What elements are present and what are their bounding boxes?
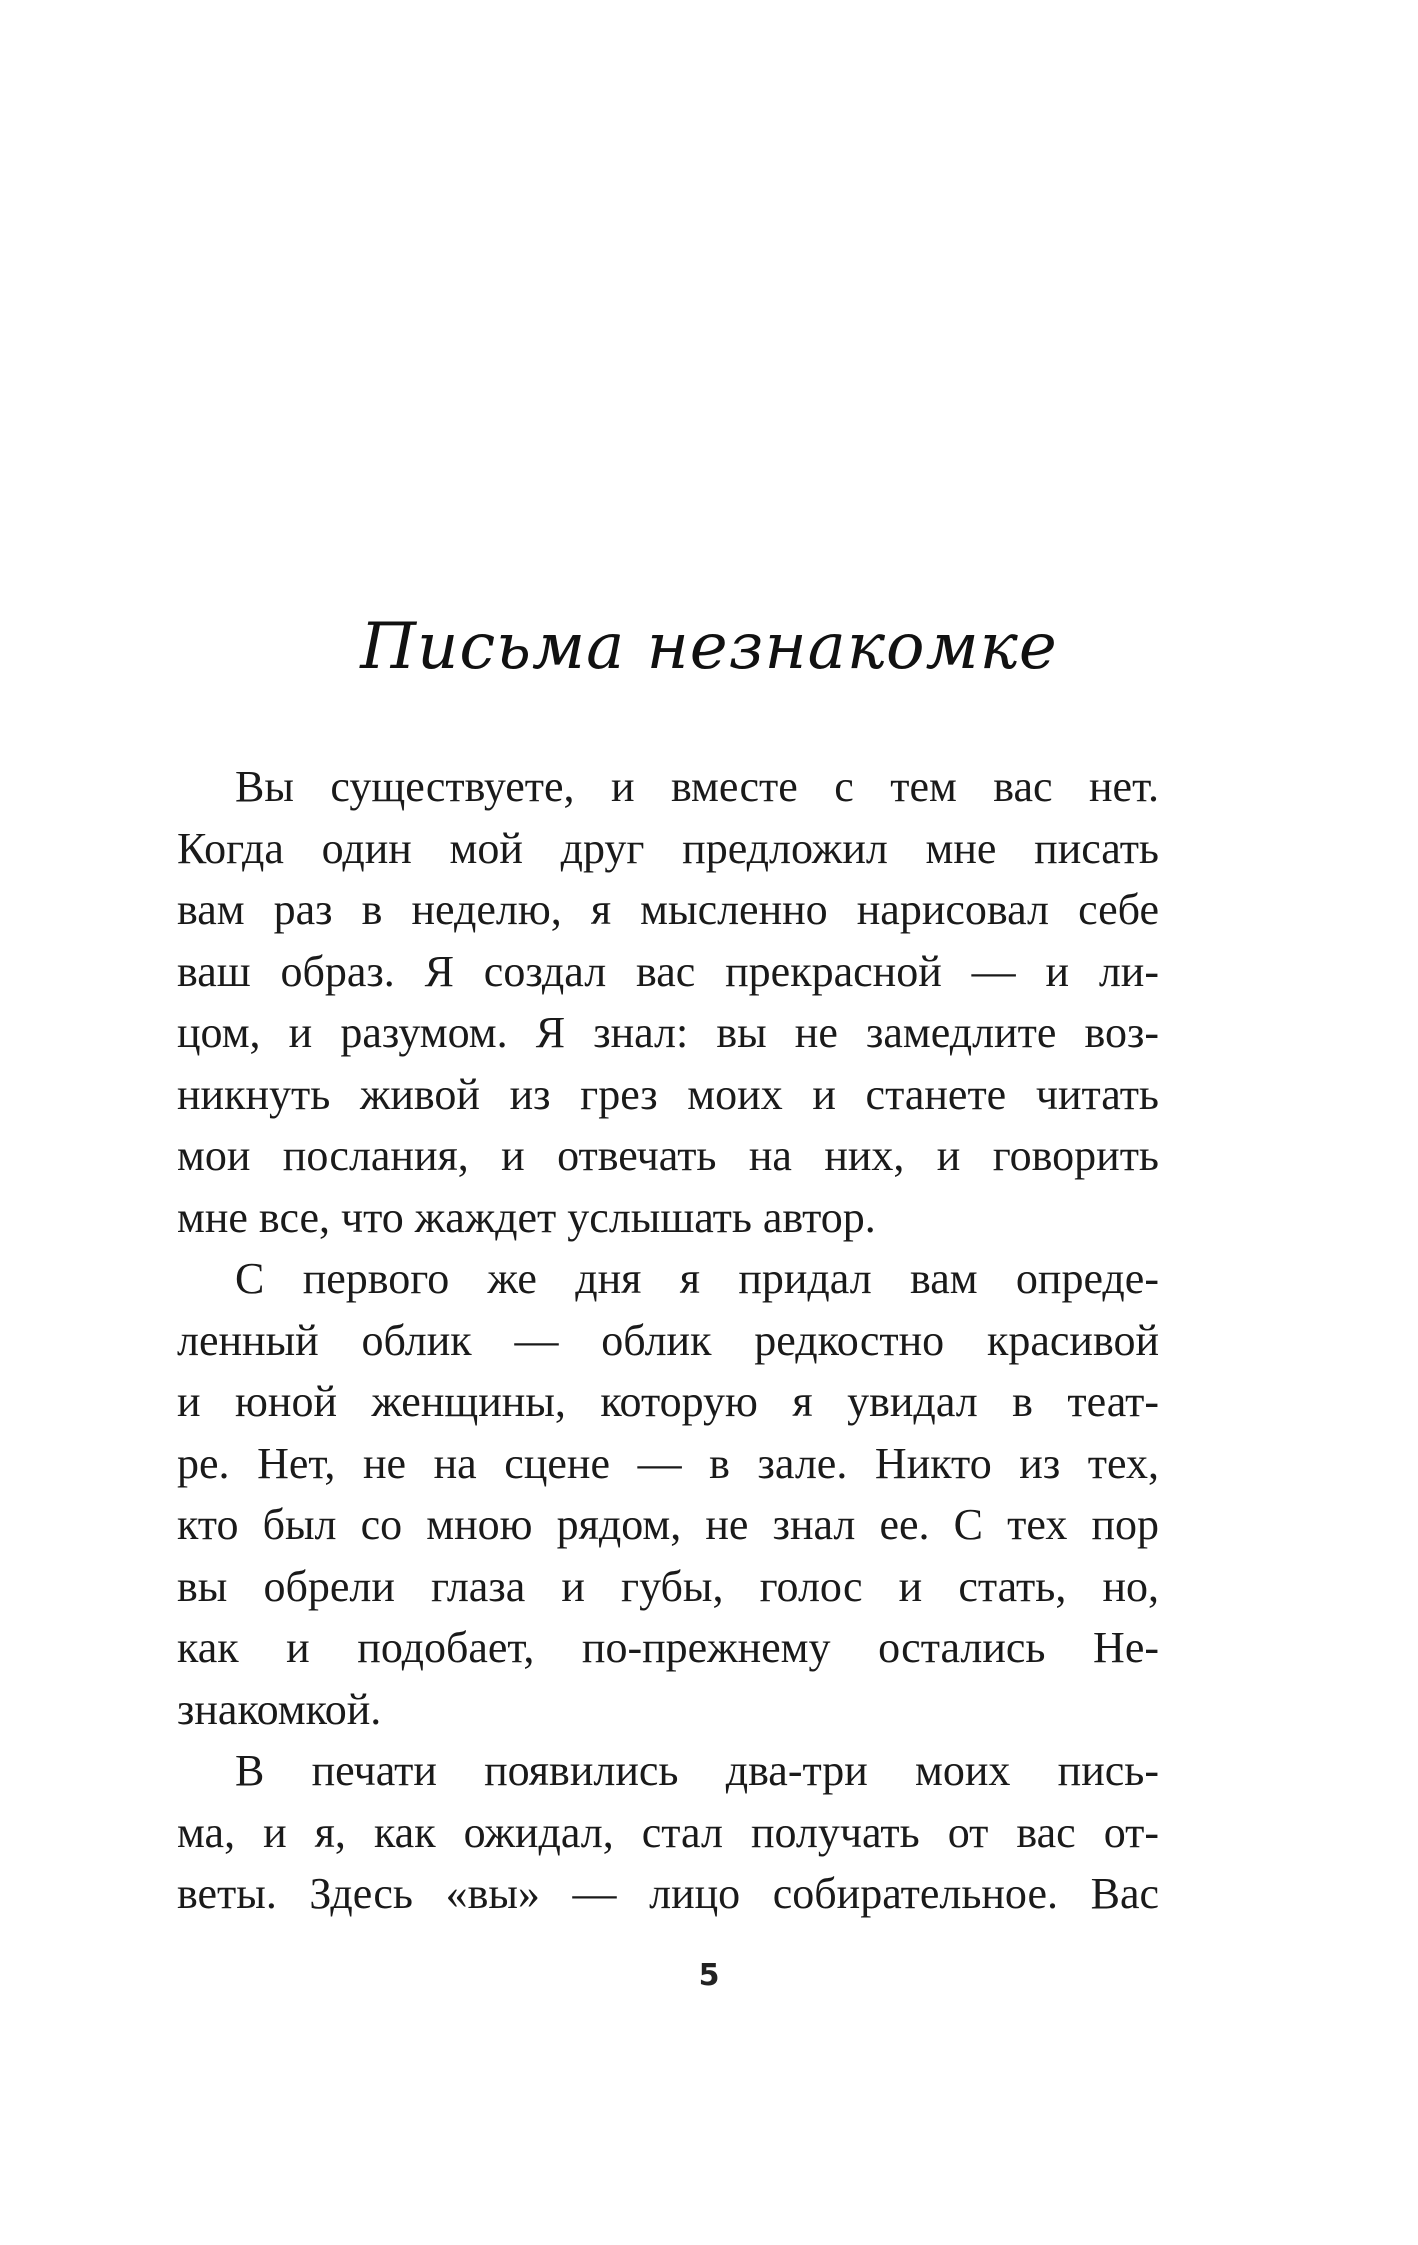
text-line: Когда один мой друг предложил мне писать [177, 823, 1159, 873]
text-line: знакомкой. [177, 1684, 382, 1734]
text-line: мои послания, и отвечать на них, и говорить [177, 1131, 1159, 1180]
text-line: вы обрели глаза и губы, голос и стать, но, [177, 1561, 1159, 1611]
chapter-title: Письма незнакомке [360, 610, 1058, 684]
text-line: ма, и я, как ожидал, стал получать от вас от- [177, 1807, 1159, 1857]
text-line: С первого же дня я придал вам опреде- [235, 1254, 1159, 1303]
text-line: кто был со мною рядом, не знал ее. С тех пор [177, 1500, 1159, 1549]
text-line: вам раз в неделю, я мысленно нарисовал себе [177, 885, 1159, 934]
text-line: никнуть живой из грез моих и станете читать [177, 1069, 1159, 1119]
text-line: веты. Здесь «вы» — лицо собирательное. Вас [177, 1869, 1159, 1918]
text-line: и юной женщины, которую я увидал в теат- [177, 1377, 1159, 1426]
body-text [177, 756, 1159, 1925]
text-line: цом, и разумом. Я знал: вы не замедлите воз- [177, 1008, 1159, 1057]
text-line: ваш образ. Я создал вас прекрасной — и ли- [177, 946, 1159, 996]
text-line: ленный облик — облик редкостно красивой [177, 1315, 1159, 1365]
text-line: Вы существуете, и вместе с тем вас нет. [235, 762, 1159, 811]
text-line: В печати появились два-три моих пись- [235, 1746, 1159, 1795]
text-line: как и подобает, по-прежнему остались Не- [177, 1623, 1159, 1672]
text-line: мне все, что жаждет услышать автор. [177, 1192, 876, 1242]
text-line: ре. Нет, не на сцене — в зале. Никто из тех, [177, 1438, 1159, 1488]
page-number: 5 [698, 1958, 720, 1993]
